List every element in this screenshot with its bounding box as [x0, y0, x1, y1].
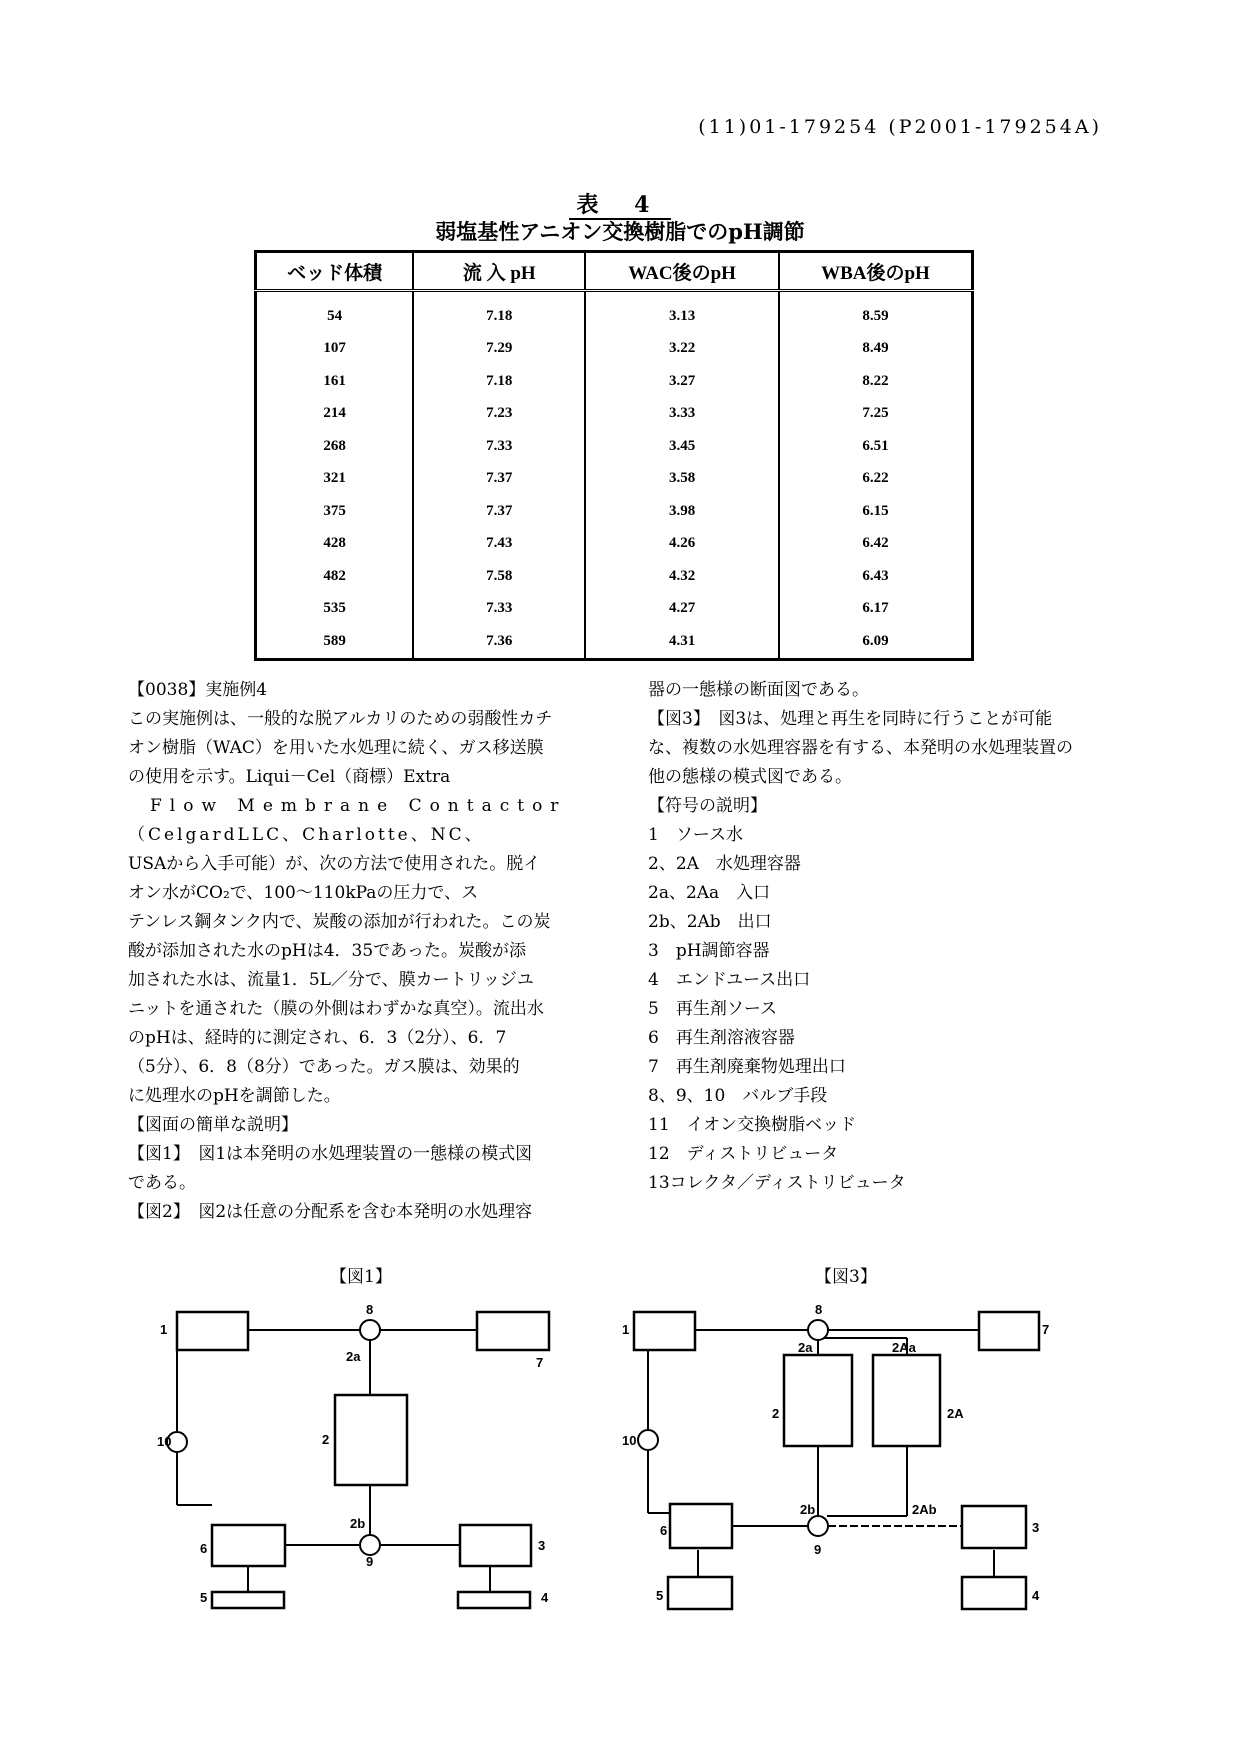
table-row	[256, 560, 973, 593]
patent-number-header: (11)01-179254 (P2001-179254A)	[698, 116, 1102, 138]
table-row	[256, 528, 973, 561]
table-cell: 535	[256, 593, 414, 626]
table-cell: 3.27	[585, 365, 779, 398]
node-2-box	[784, 1355, 852, 1446]
label-7: 7	[1042, 1322, 1050, 1337]
table-number: 表 4	[0, 188, 1240, 219]
table-cell: 214	[256, 398, 414, 431]
table-row	[256, 365, 973, 398]
table-header-row	[256, 252, 973, 291]
table-cell: 3.13	[585, 291, 779, 333]
table-cell: 6.51	[779, 430, 973, 463]
text-line: 12 ディストリビュータ	[648, 1144, 839, 1164]
text-line: 1 ソース水	[648, 825, 743, 845]
label-5: 5	[200, 1590, 208, 1605]
label-9: 9	[366, 1554, 374, 1569]
ph-adjustment-table	[254, 250, 974, 661]
label-2A: 2A	[947, 1406, 964, 1421]
table-cell: 268	[256, 430, 414, 463]
table-cell: 8.49	[779, 333, 973, 366]
right-text-column	[648, 676, 1128, 1198]
label-2a: 2a	[798, 1340, 813, 1355]
node-5-box	[212, 1592, 284, 1608]
text-line: のpHは、経時的に測定され、6．3（2分）、6．7	[128, 1028, 507, 1048]
text-line: である。	[128, 1173, 196, 1193]
text-line: オン樹脂（WAC）を用いた水処理に続く、ガス移送膜	[128, 738, 544, 758]
valve-9	[360, 1535, 380, 1555]
table-cell: 4.32	[585, 560, 779, 593]
column-header-wac-ph: WAC後のpH	[585, 252, 779, 291]
text-line: の使用を示す。Liqui－Cel（商標）Extra	[128, 767, 451, 787]
node-3-box	[962, 1506, 1026, 1548]
table-cell: 7.43	[413, 528, 585, 561]
text-line: 【図面の簡単な説明】	[128, 1115, 298, 1135]
table-cell: 7.18	[413, 291, 585, 333]
text-line: ニットを通された（膜の外側はわずかな真空）。流出水	[128, 999, 544, 1019]
table-row	[256, 333, 973, 366]
text-line: 4 エンドユース出口	[648, 970, 811, 990]
table-row	[256, 593, 973, 626]
label-1: 1	[160, 1322, 168, 1337]
text-line: 5 再生剤ソース	[648, 999, 777, 1019]
table-cell: 3.98	[585, 495, 779, 528]
figure-1-diagram	[140, 1302, 580, 1610]
table-cell: 7.23	[413, 398, 585, 431]
table-cell: 375	[256, 495, 414, 528]
valve-9	[808, 1516, 828, 1536]
text-line: USAから入手可能）が、次の方法で使用された。脱イ	[128, 854, 541, 874]
label-3: 3	[1032, 1520, 1040, 1535]
text-line: 2b、2Ab 出口	[648, 912, 772, 932]
table-cell: 7.25	[779, 398, 973, 431]
section-heading: 【0038】実施例4	[128, 680, 268, 700]
text-line: 【図1】 図1は本発明の水処理装置の一態様の模式図	[128, 1144, 533, 1164]
text-line: （CelgardLLC、Charlotte、NC、	[128, 825, 485, 845]
table-row	[256, 291, 973, 333]
table-cell: 3.45	[585, 430, 779, 463]
table-cell: 6.09	[779, 625, 973, 659]
table-cell: 428	[256, 528, 414, 561]
column-header-wba-ph: WBA後のpH	[779, 252, 973, 291]
table-cell: 4.31	[585, 625, 779, 659]
table-cell: 6.42	[779, 528, 973, 561]
text-line: 【図2】 図2は任意の分配系を含む本発明の水処理容	[128, 1202, 533, 1222]
node-7-box	[477, 1312, 549, 1350]
text-line: 6 再生剤溶液容器	[648, 1028, 795, 1048]
label-3: 3	[538, 1538, 546, 1553]
text-line: Flow Membrane Contactor	[150, 796, 567, 816]
table-cell: 6.43	[779, 560, 973, 593]
table-title: 弱塩基性アニオン交換樹脂でのpH調節	[435, 219, 805, 244]
text-line: この実施例は、一般的な脱アルカリのための弱酸性カチ	[128, 709, 553, 729]
text-line: 酸が添加された水のpHは4．35であった。炭酸が添	[128, 941, 526, 961]
text-line: 13コレクタ／ディストリビュータ	[648, 1173, 906, 1193]
node-4-box	[962, 1577, 1026, 1609]
label-8: 8	[366, 1302, 374, 1317]
label-4: 4	[1032, 1588, 1040, 1603]
table-cell: 7.33	[413, 430, 585, 463]
node-6-box	[670, 1504, 732, 1548]
table-cell: 321	[256, 463, 414, 496]
label-5: 5	[656, 1588, 664, 1603]
table-cell: 161	[256, 365, 414, 398]
label-7: 7	[536, 1355, 544, 1370]
table-cell: 8.22	[779, 365, 973, 398]
table-row	[256, 463, 973, 496]
figure-3-caption: 【図3】	[815, 1267, 877, 1287]
node-7-box	[979, 1312, 1039, 1350]
text-line: な、複数の水処理容器を有する、本発明の水処理装置の	[648, 738, 1073, 758]
node-4-box	[458, 1592, 530, 1608]
label-1: 1	[622, 1322, 630, 1337]
table-cell: 7.33	[413, 593, 585, 626]
table-cell: 589	[256, 625, 414, 659]
text-line: 加された水は、流量1．5L／分で、膜カートリッジユ	[128, 970, 534, 990]
text-line: 2、2A 水処理容器	[648, 854, 801, 874]
text-line: 【図3】 図3は、処理と再生を同時に行うことが可能	[648, 709, 1053, 729]
text-line: 8、9、10 バルブ手段	[648, 1086, 828, 1106]
label-4: 4	[541, 1590, 549, 1605]
label-10: 10	[622, 1433, 637, 1448]
table-cell: 6.15	[779, 495, 973, 528]
table-row	[256, 495, 973, 528]
table-cell: 7.37	[413, 463, 585, 496]
text-line: 7 再生剤廃棄物処理出口	[648, 1057, 846, 1077]
table-row	[256, 430, 973, 463]
text-line: オン水がCO₂で、100～110kPaの圧力で、ス	[128, 883, 479, 903]
text-line: 3 pH調節容器	[648, 941, 770, 961]
node-6-box	[212, 1525, 285, 1566]
table-cell: 4.26	[585, 528, 779, 561]
table-cell: 482	[256, 560, 414, 593]
text-line: 他の態様の模式図である。	[648, 767, 852, 787]
table-row	[256, 398, 973, 431]
valve-10	[638, 1430, 658, 1450]
label-6: 6	[200, 1541, 208, 1556]
label-2b: 2b	[350, 1516, 366, 1531]
label-9: 9	[814, 1542, 822, 1557]
text-line: （5分）、6．8（8分）であった。ガス膜は、効果的	[128, 1057, 520, 1077]
label-2: 2	[322, 1432, 330, 1447]
table-cell: 7.29	[413, 333, 585, 366]
label-2b: 2b	[800, 1502, 816, 1517]
table-cell: 8.59	[779, 291, 973, 333]
table-cell: 6.22	[779, 463, 973, 496]
text-line: 器の一態様の断面図である。	[648, 680, 869, 700]
table-cell: 3.58	[585, 463, 779, 496]
table-cell: 7.36	[413, 625, 585, 659]
left-text-column	[128, 676, 598, 1227]
table-cell: 7.58	[413, 560, 585, 593]
text-line: 2a、2Aa 入口	[648, 883, 771, 903]
valve-8	[808, 1320, 828, 1340]
node-2-box	[335, 1395, 407, 1485]
text-line: 11 イオン交換樹脂ベッド	[648, 1115, 857, 1135]
table-cell: 7.37	[413, 495, 585, 528]
label-2Ab: 2Ab	[912, 1502, 937, 1517]
label-2Aa: 2Aa	[892, 1340, 916, 1355]
table-cell: 3.22	[585, 333, 779, 366]
text-line: テンレス鋼タンク内で、炭酸の添加が行われた。この炭	[128, 912, 551, 932]
label-10: 10	[157, 1434, 172, 1449]
figure-3-diagram	[622, 1302, 1062, 1610]
node-1-box	[634, 1312, 695, 1350]
table-cell: 6.17	[779, 593, 973, 626]
label-2: 2	[772, 1406, 780, 1421]
label-2a: 2a	[346, 1349, 361, 1364]
label-6: 6	[660, 1523, 668, 1538]
text-line: に処理水のpHを調節した。	[128, 1086, 341, 1106]
figure-1-caption: 【図1】	[330, 1267, 392, 1287]
text-line: 【符号の説明】	[648, 796, 767, 816]
node-5-box	[668, 1577, 732, 1609]
column-header-bed-volume: ベッド体積	[256, 252, 414, 291]
valve-8	[360, 1320, 380, 1340]
node-1-box	[177, 1312, 248, 1350]
node-2A-box	[873, 1355, 940, 1446]
table-cell: 54	[256, 291, 414, 333]
table-cell: 7.18	[413, 365, 585, 398]
table-row	[256, 625, 973, 659]
table-cell: 4.27	[585, 593, 779, 626]
table-cell: 107	[256, 333, 414, 366]
table-cell: 3.33	[585, 398, 779, 431]
column-header-inflow-ph: 流 入 pH	[413, 252, 585, 291]
label-8: 8	[815, 1302, 823, 1317]
node-3-box	[460, 1525, 531, 1566]
